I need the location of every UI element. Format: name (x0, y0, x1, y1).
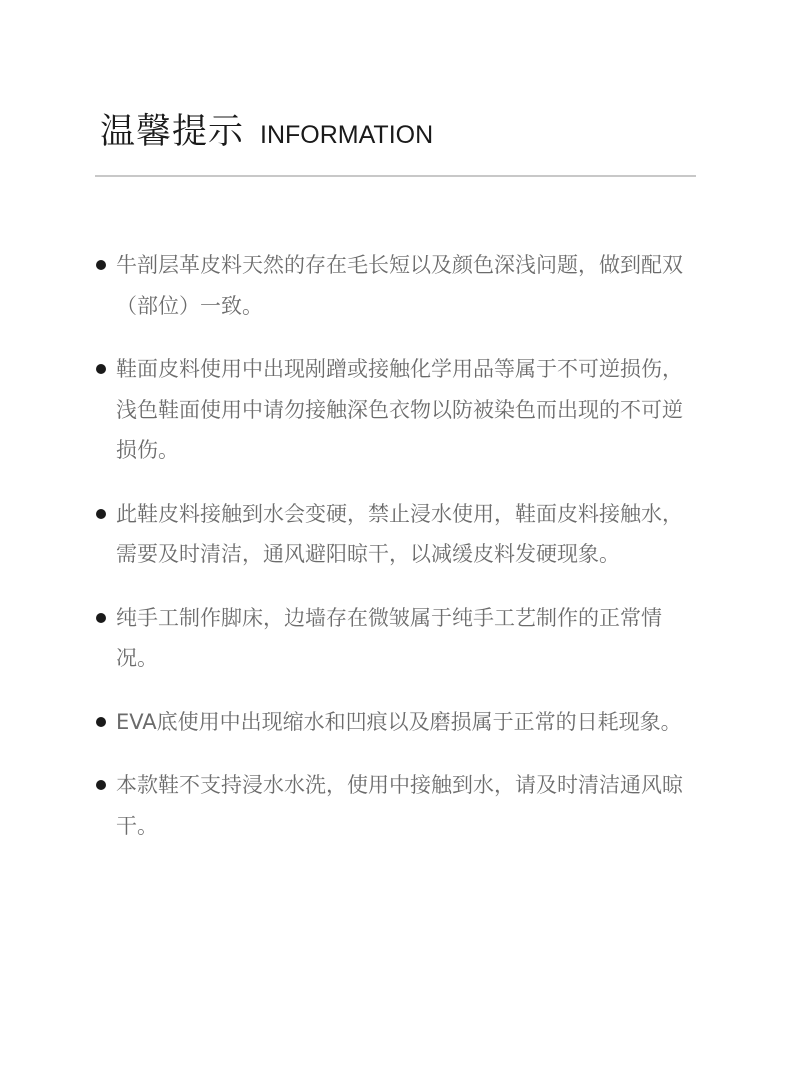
notice-text: 纯手工制作脚床，边墙存在微皱属于纯手工艺制作的正常情况。 (116, 605, 662, 670)
bullet-icon (96, 717, 106, 727)
notice-text: 牛剖层革皮料天然的存在毛长短以及颜色深浅问题，做到配双（部位）一致。 (116, 253, 683, 318)
bullet-icon (96, 613, 106, 623)
notice-text: 鞋面皮料使用中出现剐蹭或接触化学用品等属于不可逆损伤，浅色鞋面使用中请勿接触深色衣物以防被染色而出现的不可逆损伤。 (116, 357, 683, 462)
notice-text: EVA底使用中出现缩水和凹痕以及磨损属于正常的日耗现象。 (116, 709, 682, 734)
page-title: 温馨提示 (100, 112, 245, 152)
notice-item (96, 702, 700, 743)
bullet-icon (96, 364, 106, 374)
page-subtitle: INFORMATION (260, 121, 434, 149)
page-header (100, 104, 433, 154)
notice-item (96, 349, 700, 471)
notice-item (96, 245, 700, 326)
bullet-icon (96, 780, 106, 790)
notice-text: 本款鞋不支持浸水水洗，使用中接触到水，请及时清洁通风晾干。 (116, 773, 683, 838)
notice-list (96, 245, 700, 869)
notice-text: 此鞋皮料接触到水会变硬，禁止浸水使用，鞋面皮料接触水，需要及时清洁，通风避阳晾干，以减缓皮料发硬现象。 (116, 501, 683, 566)
notice-item (96, 765, 700, 846)
bullet-icon (96, 509, 106, 519)
header-divider (95, 175, 696, 177)
notice-item (96, 494, 700, 575)
bullet-icon (96, 260, 106, 270)
notice-item (96, 598, 700, 679)
